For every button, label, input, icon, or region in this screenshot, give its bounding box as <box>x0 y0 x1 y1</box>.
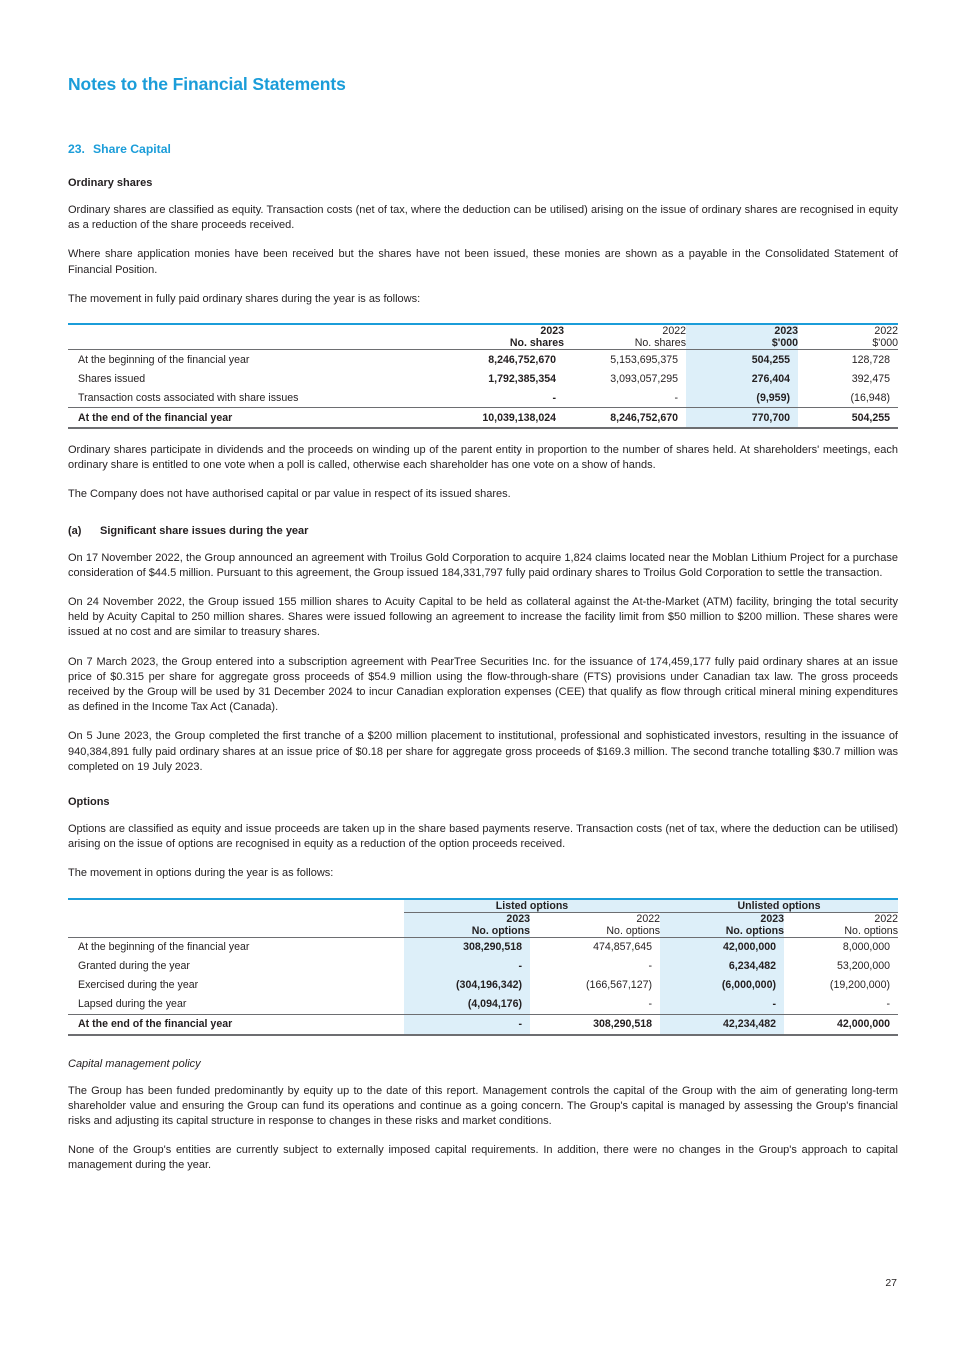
row-label: Lapsed during the year <box>78 998 187 1011</box>
row-value: 8,000,000 <box>842 941 890 954</box>
capital-management-para-2: None of the Group's entities are currently subject to externally imposed capital requirements. In addition, there were no changes in the Group's approach to capital management during the year. <box>68 1144 898 1172</box>
row-value: (4,094,176) <box>404 995 530 1015</box>
row-value: - <box>552 391 556 404</box>
header-unit-2023-shares: No. shares <box>509 337 564 350</box>
row-value: 10,039,138,024 <box>434 408 564 429</box>
header-unit-2023-value: $'000 <box>686 337 798 349</box>
group-header-listed: Listed options <box>404 900 660 913</box>
significant-issues-para-1: On 17 November 2022, the Group announced an agreement with Troilus Gold Corporation to acquire 1,824 claims located near the Moblan Lithium Project for a purchase consideration of $44.5 million. Pursuant to this agreement, the Group issued 184,331,797 fully paid ordinary shares to Troilus Gold Corporation to settle the transaction. <box>68 551 898 579</box>
options-movement-table <box>68 898 898 1036</box>
row-label: At the beginning of the financial year <box>78 941 250 954</box>
options-para-2: The movement in options during the year is as follows: <box>68 867 334 880</box>
row-value: (6,000,000) <box>660 976 784 995</box>
group-blank <box>68 900 404 913</box>
row-label: Granted during the year <box>78 960 190 973</box>
row-value: 276,404 <box>686 369 798 388</box>
shares-movement-table <box>68 323 898 429</box>
header-unit-2022-value: $'000 <box>872 337 898 350</box>
table-row <box>68 388 898 408</box>
row-value: (166,567,127) <box>586 979 652 992</box>
options-header-row-1 <box>68 912 898 925</box>
row-label: At the end of the financial year <box>68 408 434 429</box>
row-value: - <box>674 391 678 404</box>
row-value: 5,153,695,375 <box>610 353 678 366</box>
row-value: 6,234,482 <box>660 957 784 976</box>
options-group-header-row <box>68 900 898 913</box>
section-heading <box>68 142 898 156</box>
header-2023-unlisted: 2023 <box>660 912 784 925</box>
ordinary-shares-para-1: Ordinary shares are classified as equity. Transaction costs (net of tax, where the deduction can be utilised) arising on the issue of ordinary shares are recognised in equity as a reduction of the share proceeds received. <box>68 204 898 232</box>
row-value: - <box>660 995 784 1015</box>
row-value: - <box>648 960 652 973</box>
row-value: - <box>886 998 890 1011</box>
page-number: 27 <box>885 1277 897 1289</box>
row-value: 53,200,000 <box>836 960 890 973</box>
header-unit-2022-unlisted: No. options <box>844 924 898 937</box>
row-value: (304,196,342) <box>404 976 530 995</box>
section-number: 23. <box>68 142 85 156</box>
ordinary-shares-para-2: Where share application monies have been received but the shares have not been issued, these monies are shown as a payable in the Consolidated Statement of Financial Position. <box>68 248 898 276</box>
row-value: - <box>404 1014 530 1035</box>
row-value: 504,255 <box>798 408 898 429</box>
table-total-row <box>68 1014 898 1035</box>
row-value: (19,200,000) <box>829 979 890 992</box>
header-2023-listed: 2023 <box>404 912 530 925</box>
table-row <box>68 957 898 976</box>
capital-management-heading: Capital management policy <box>68 1057 201 1070</box>
header-unit-2023-listed: No. options <box>404 925 530 937</box>
header-2022-shares: 2022 <box>662 325 686 338</box>
ordinary-shares-heading: Ordinary shares <box>68 177 153 189</box>
header-blank <box>68 912 404 925</box>
row-value: 308,290,518 <box>404 937 530 957</box>
row-value: 770,700 <box>686 408 798 429</box>
significant-issues-para-4: On 5 June 2023, the Group completed the first tranche of a $200 million placement to institutional, professional and sophisticated investors, resulting in the issuance of 940,384,891 fully paid ordinary shares at an issue price of $0.18 per share for aggregate gross proceeds of $169.3 million. The second tranche totalling $30.7 million was completed on 19 July 2023. <box>68 730 898 773</box>
row-label: Exercised during the year <box>78 979 199 992</box>
significant-issues-para-2: On 24 November 2022, the Group issued 155 million shares to Acuity Capital to be held as collateral against the At-the-Market (ATM) facility, bringing the total security held by Acuity Capital to 250 million shares. Shares were issued following an agreement to increase the facility limit from $50 million to $200 million. These shares were issued at no cost and are similar to treasury shares. <box>68 596 898 639</box>
row-label: At the end of the financial year <box>68 1014 404 1035</box>
header-blank-2 <box>68 337 434 349</box>
row-label: Transaction costs associated with share issues <box>78 391 299 404</box>
header-2022-unlisted: 2022 <box>874 912 898 925</box>
header-2022-listed: 2022 <box>636 912 660 925</box>
capital-management-para-1: The Group has been funded predominantly by equity up to the date of this report. Management controls the capital of the Group with the aim of generating long-term shareholder value and ensuring the Group can fund its operations and continue as a going concern. The Group's capital is managed by assessing the Group's financial risks and adjusting its capital structure in response to changes in these risks and market conditions. <box>68 1084 898 1128</box>
table-header-row-1 <box>68 325 898 337</box>
page-content <box>68 74 898 1174</box>
row-value: (16,948) <box>850 391 890 404</box>
ordinary-shares-para-3: The movement in fully paid ordinary shares during the year is as follows: <box>68 292 421 305</box>
row-value: 392,475 <box>851 372 890 385</box>
header-blank <box>68 325 434 337</box>
significant-issues-para-3: On 7 March 2023, the Group entered into a subscription agreement with PearTree Securities Inc. for the issuance of 174,459,177 fully paid ordinary shares at an issue price of $0.315 per share for aggregate gross proceeds of $54.9 million using the flow-through-share (FTS) provisions under Canadian tax law. The gross proceeds received by the Group will be used by 31 December 2024 to incur Canadian exploration expenses (CEE) that qualify as flow through critical mineral mining expenditures as defined in the Income Tax Act (Canada). <box>68 655 898 714</box>
options-header-row-2 <box>68 925 898 937</box>
row-value: 474,857,645 <box>593 941 652 954</box>
options-heading: Options <box>68 796 110 809</box>
row-value: 1,792,385,354 <box>488 372 556 385</box>
row-value: 8,246,752,670 <box>564 408 686 429</box>
header-unit-2022-shares: No. shares <box>634 337 686 350</box>
header-blank-2 <box>68 925 404 937</box>
table-row <box>68 350 898 370</box>
page-title: Notes to the Financial Statements <box>68 74 346 94</box>
row-value: - <box>404 957 530 976</box>
table-total-row <box>68 408 898 429</box>
header-2023-shares: 2023 <box>540 325 564 338</box>
options-para-1: Options are classified as equity and issue proceeds are taken up in the share based payments reserve. Transaction costs (net of tax, where the deduction can be utilised) arising on the issue of options are recognised in equity as a reduction of the option proceeds received. <box>68 823 898 851</box>
row-value: 504,255 <box>686 350 798 370</box>
row-value: 3,093,057,295 <box>610 372 678 385</box>
row-label: Shares issued <box>78 372 146 385</box>
table-header-row-2 <box>68 337 898 349</box>
list-letter: (a) <box>68 524 82 537</box>
row-value: 8,246,752,670 <box>488 353 556 366</box>
row-label: At the beginning of the financial year <box>78 353 250 366</box>
list-heading-text: Significant share issues during the year <box>100 524 309 537</box>
table-row <box>68 976 898 995</box>
row-value: 128,728 <box>851 353 890 366</box>
section-title-text: Share Capital <box>93 142 171 156</box>
row-value: 42,000,000 <box>784 1014 898 1035</box>
header-unit-2023-unlisted: No. options <box>660 925 784 937</box>
ordinary-shares-para-4: Ordinary shares participate in dividends and the proceeds on winding up of the parent entity in proportion to the number of shares held. At shareholders' meetings, each ordinary share is entitled to one vote when a poll is called, otherwise each shareholder has one vote on a show of hands. <box>68 444 898 472</box>
header-2023-value: 2023 <box>686 325 798 337</box>
table-row <box>68 369 898 388</box>
table-row <box>68 995 898 1015</box>
row-value: 42,234,482 <box>660 1014 784 1035</box>
row-value: 42,000,000 <box>660 937 784 957</box>
significant-issues-heading <box>68 525 898 537</box>
ordinary-shares-para-5: The Company does not have authorised capital or par value in respect of its issued shares. <box>68 488 511 501</box>
row-value: - <box>648 998 652 1011</box>
table-row <box>68 937 898 957</box>
row-value: 308,290,518 <box>530 1014 660 1035</box>
group-header-unlisted: Unlisted options <box>660 900 898 913</box>
header-unit-2022-listed: No. options <box>606 924 660 937</box>
row-value: (9,959) <box>686 388 798 408</box>
header-2022-value: 2022 <box>874 325 898 338</box>
